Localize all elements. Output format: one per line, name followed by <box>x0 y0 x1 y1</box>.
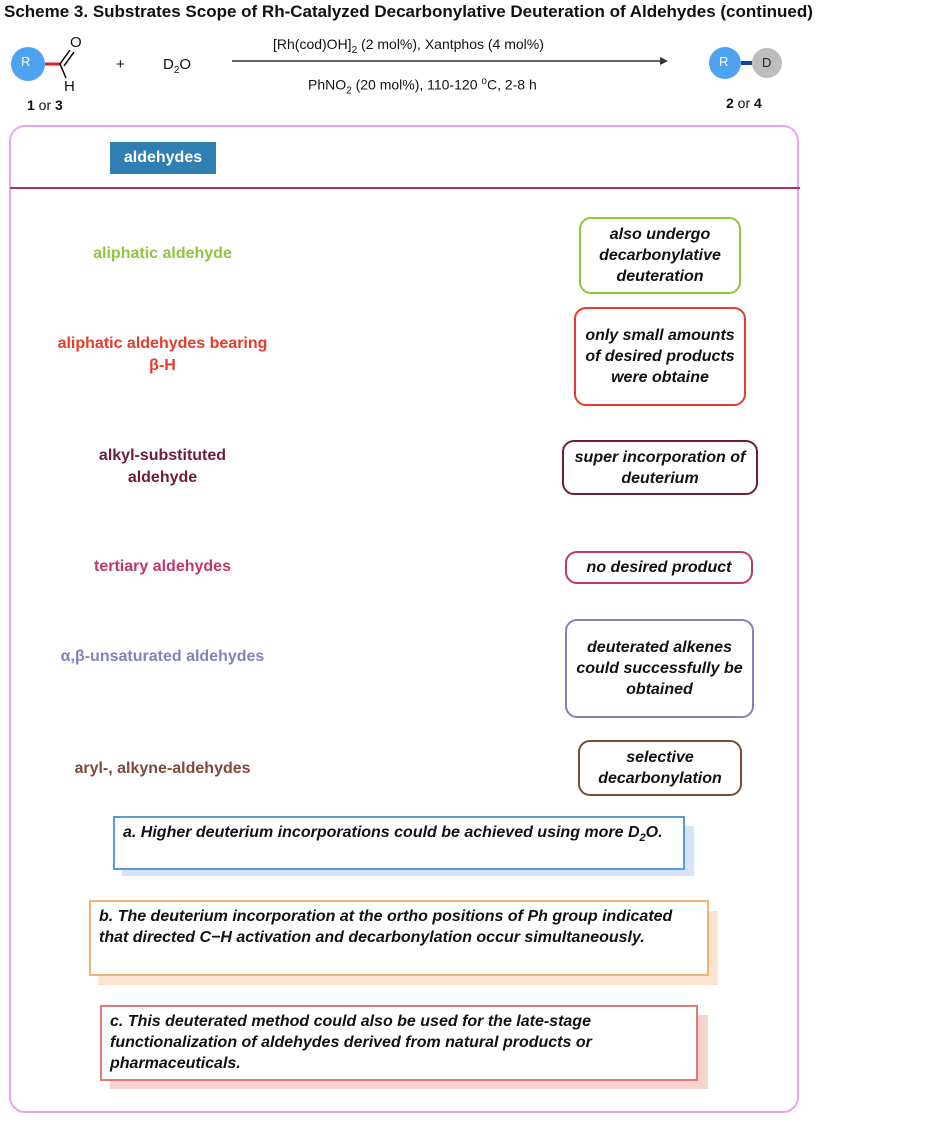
substrate-o-text: O <box>70 34 82 51</box>
substrate-r-text: R <box>21 54 31 69</box>
row-outcome-aryl-alkyne: selective decarbonylation <box>578 740 742 796</box>
row-label-aliphatic: aliphatic aldehyde <box>93 245 232 262</box>
row-outcome-tertiary: no desired product <box>565 551 753 584</box>
substrate-label: 1 or 3 <box>27 97 63 113</box>
aldehyde-h-bond <box>60 64 66 78</box>
conditions-top: $[Rh(cod)OH]_2$ (2 mol%), Xantphos (4 mol%) <box>273 36 544 56</box>
carbonyl-bond-a <box>60 50 70 64</box>
scheme-title: Scheme 3. Substrates Scope of Rh-Catalyzed Decarbonylative Deuteration of Aldehydes (continued) <box>4 2 813 21</box>
substrate-h-text: H <box>64 78 75 95</box>
note-b: b. The deuterium incorporation at the ortho positions of Ph group indicated that directed C−H activation and decarbonylation occur simultaneously. <box>89 900 709 976</box>
reaction-arrowhead <box>660 57 668 65</box>
row-outcome-unsaturated: deuterated alkenes could successfully be obtained <box>565 619 754 718</box>
carbonyl-bond-b <box>64 52 74 66</box>
row-outcome-beta-h: only small amounts of desired products were obtaine <box>574 307 746 406</box>
panel-divider <box>10 187 800 189</box>
row-label-unsaturated: α,β-unsaturated aldehydes <box>60 648 265 665</box>
row-label-aryl-alkyne: aryl-, alkyne-aldehydes <box>74 760 251 777</box>
product-label: 2 or 4 <box>726 95 762 111</box>
plus-sign: + <box>116 56 125 73</box>
reagent-d2o: $D_2O$ <box>163 56 192 76</box>
row-label-alkyl: alkyl-substituted aldehyde <box>98 447 227 486</box>
note-a: a. Higher deuterium incorporations could be achieved using more $D_2O$. <box>113 816 685 870</box>
product-d-text: D <box>762 55 772 70</box>
product-r-text: R <box>719 54 729 69</box>
row-outcome-aliphatic: also undergo decarbonylative deuteration <box>579 217 741 294</box>
row-label-beta-h: aliphatic aldehydes bearing β-H <box>57 335 268 374</box>
conditions-bottom: PhNO$_2$ (20 mol%), 110-120 $^o$C, 2-8 h <box>308 76 537 97</box>
aldehydes-tag: aldehydes <box>110 142 216 174</box>
row-label-tertiary: tertiary aldehydes <box>94 558 231 575</box>
note-c: c. This deuterated method could also be used for the late-stage functionalization of aldehydes derived from natural products or pharmaceuticals. <box>100 1005 698 1081</box>
row-outcome-alkyl: super incorporation of deuterium <box>562 440 758 495</box>
